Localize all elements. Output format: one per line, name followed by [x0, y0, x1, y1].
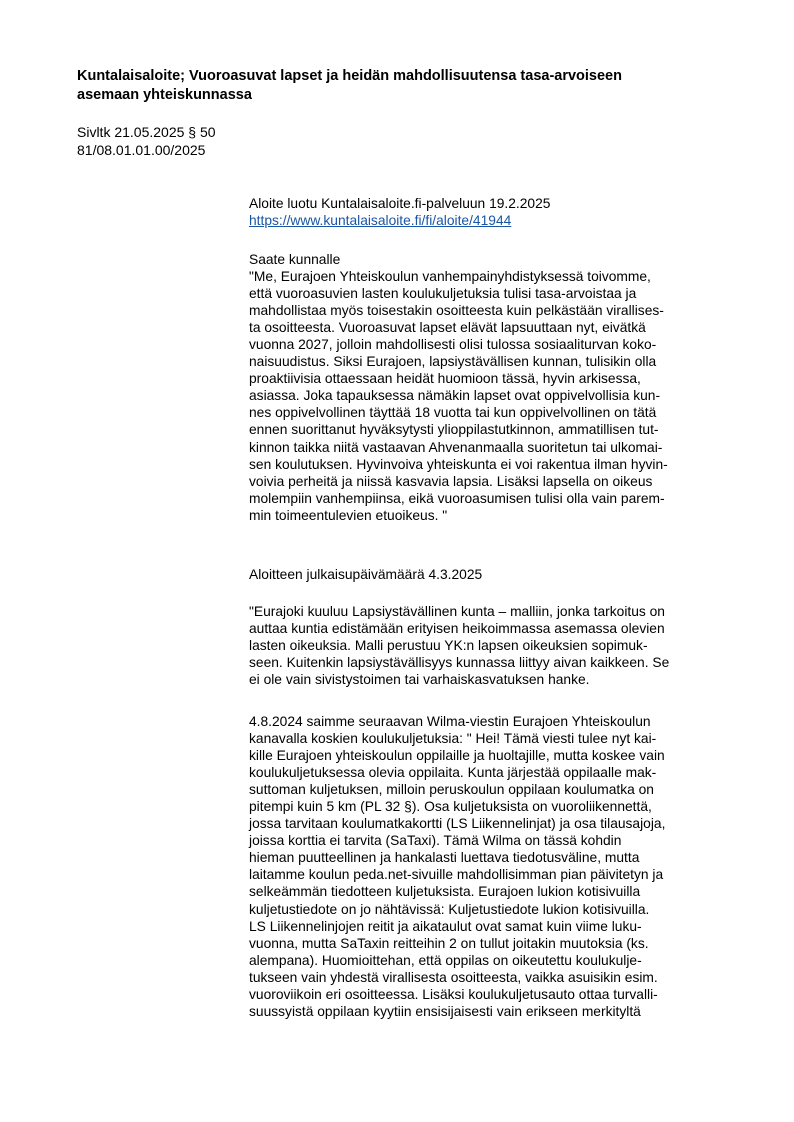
text-line: naisuudistus. Siksi Eurajoen, lapsiystävällisen kunnan, tulisikin olla [249, 354, 657, 370]
cover-letter-text [249, 268, 739, 524]
text-line: min toimeentulevien etuoikeus. " [249, 507, 448, 523]
text-line: nes oppivelvollinen täyttää 18 vuotta tai kun oppivelvollinen on tätä [249, 405, 657, 421]
text-line: että vuoroasuvien lasten koulukuljetuksia tulisi tasa-arvoistaa ja [249, 286, 637, 302]
text-line: 4.8.2024 saimme seuraavan Wilma-viestin Eurajoen Yhteiskoulun [249, 714, 651, 729]
text-line: alempana). Huomioittehan, että oppilas on oikeutettu koulukulje- [249, 952, 642, 968]
text-line: ta osoitteesta. Vuoroasuvat lapset elävät lapsuuttaan nyt, eivätkä [249, 320, 646, 336]
text-line: jossa tarvitaan koulumatkakortti (LS Liikennelinjat) ja osa tilausajoja, [249, 816, 666, 832]
cover-heading: Saate kunnalle [249, 252, 341, 267]
created-date-line: Aloite luotu Kuntalaisaloite.fi-palveluun 19.2.2025 [249, 196, 551, 211]
quote-text [249, 603, 739, 688]
text-line: lasten oikeuksia. Malli perustuu YK:n lapsen oikeuksien sopimuk- [249, 638, 648, 654]
text-line: vuonna, mutta SaTaxin reitteihin 2 on tullut joitakin muutoksia (ks. [249, 935, 649, 951]
text-line: vuoroviikoin eri osoitteessa. Lisäksi koulukuljetusauto ottaa turvalli- [249, 986, 658, 1002]
text-line: hieman puutteellinen ja hankalasti luettava tiedotusväline, mutta [249, 850, 640, 866]
wilma-message-text [249, 713, 739, 1020]
case-number: 81/08.01.01.00/2025 [77, 142, 206, 158]
initiative-link[interactable]: https://www.kuntalaisaloite.fi/fi/aloite/41944 [249, 213, 512, 229]
text-line: vuonna 2027, jolloin mahdollisesti olisi tulossa sosiaaliturvan koko- [249, 337, 657, 353]
publish-date-line: Aloitteen julkaisupäivämäärä 4.3.2025 [249, 567, 483, 582]
text-line: kille Eurajoen yhteiskoulun oppilaille ja huoltajille, mutta koskee vain [249, 748, 665, 764]
title-line: asemaan yhteiskunnassa [77, 86, 252, 103]
document-title [77, 67, 717, 104]
text-line: "Me, Eurajoen Yhteiskoulun vanhempainyhdistyksessä toivomme, [249, 269, 651, 285]
text-line: tukseen vain yhdestä virallisesta osoitteesta, vaikka asuisikin esim. [249, 969, 658, 985]
meeting-reference: Sivltk 21.05.2025 § 50 [77, 124, 216, 140]
initiative-created [249, 195, 739, 229]
text-line: pitempi kuin 5 km (PL 32 §). Osa kuljetuksista on vuoroliikennettä, [249, 799, 652, 815]
wilma-message-section [249, 713, 739, 1020]
text-line: kanavalla koskien koulukuljetuksia: " Hei! Tämä viesti tulee nyt kai- [249, 731, 657, 747]
title-line: Kuntalaisaloite; Vuoroasuvat lapset ja heidän mahdollisuutensa tasa-arvoiseen [77, 68, 622, 84]
cover-letter-section [249, 251, 739, 524]
document-reference [77, 123, 216, 159]
text-line: molempiin vanhempiinsa, eikä vuoroasumisen tulisi olla vain parem- [249, 490, 665, 506]
text-line: LS Liikennelinjojen reitit ja aikataulut ovat samat kuin viime luku- [249, 918, 642, 934]
publish-date-section [249, 566, 739, 583]
text-line: auttaa kuntia edistämään erityisen heikoimmassa asemassa olevien [249, 621, 665, 637]
text-line: selkeämmän tiedotteen kuljetuksista. Eurajoen lukion kotisivuilla [249, 884, 641, 900]
text-line: mahdollistaa myös toisestakin osoitteesta kuin pelkästään virallises- [249, 303, 664, 319]
text-line: laitamme koulun peda.net-sivuille mahdollisimman pian päivitetyn ja [249, 867, 664, 883]
text-line: kinnon taikka niitä vastaavan Ahvenanmaalla suoritetun tai ulkomai- [249, 439, 663, 455]
text-line: kuljetustiedote on jo nähtävissä: Kuljetustiedote lukion kotisivuilla. [249, 901, 650, 917]
text-line: proaktiivisia ottaessaan heidät huomioon tässä, hyvin arkisessa, [249, 371, 641, 387]
quote-section [249, 603, 739, 688]
text-line: ei ole vain sivistystoimen tai varhaiskasvatuksen hanke. [249, 672, 590, 688]
text-line: suttoman kuljetuksen, milloin peruskoulun oppilaan koulumatka on [249, 782, 654, 798]
text-line: seen. Kuitenkin lapsiystävällisyys kunnassa liittyy aivan kaikkeen. Se [249, 655, 670, 671]
text-line: suussyistä oppilaan kyytiin ensisijaisesti vain erikseen merkityltä [249, 1003, 641, 1019]
text-line: sen koulutuksen. Hyvinvoiva yhteiskunta ei voi rakentua ilman hyvin- [249, 456, 668, 472]
text-line: "Eurajoki kuuluu Lapsiystävällinen kunta – malliin, jonka tarkoitus on [249, 604, 665, 619]
text-line: voivia perheitä ja niissä kasvavia lapsia. Lisäksi lapsella on oikeus [249, 473, 653, 489]
text-line: koulukuljetuksessa olevia oppilaita. Kunta järjestää oppilaalle mak- [249, 765, 657, 781]
text-line: joissa korttia ei tarvita (SaTaxi). Tämä Wilma on tässä kohdin [249, 833, 622, 849]
text-line: asiassa. Joka tapauksessa nämäkin lapset ovat oppivelvollisia kun- [249, 388, 661, 404]
text-line: ennen suorittanut hyväksytysti ylioppilastutkinnon, ammatillisen tut- [249, 422, 659, 438]
